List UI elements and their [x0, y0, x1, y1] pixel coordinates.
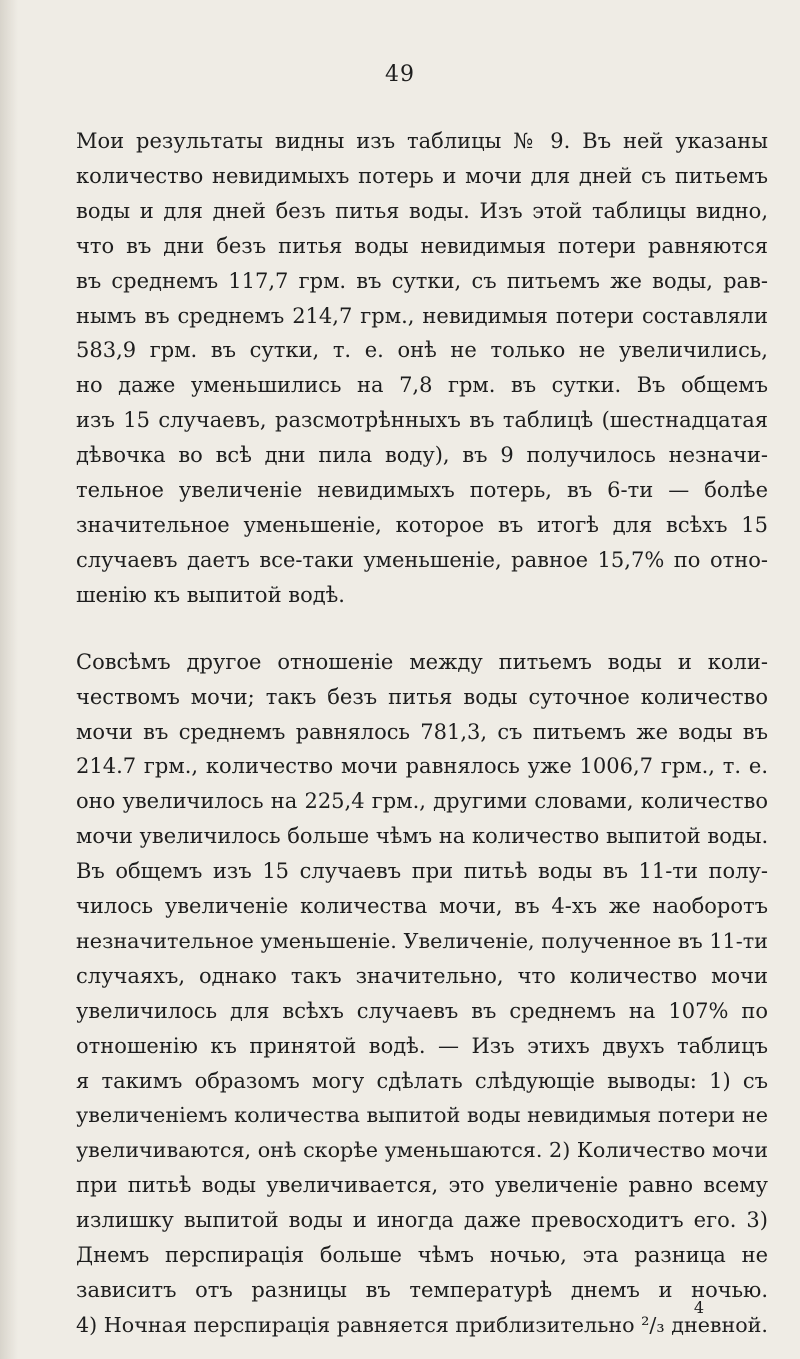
text-line: нымъ въ среднемъ 214,7 грм., невидимыя потери составляли [76, 303, 768, 328]
text-line: увеличилось для всѣхъ случаевъ въ среднемъ на 107% по [76, 998, 768, 1023]
signature-mark: 4 [693, 1298, 704, 1317]
text-line: шенію къ выпитой водѣ. [76, 582, 345, 607]
text-line: излишку выпитой воды и иногда даже превосходитъ его. 3) [76, 1208, 768, 1233]
text-line: 4) Ночная перспирація равняется приблизительно ²/₃ дневной. [76, 1312, 768, 1337]
text-line: мочи увеличилось больше чѣмъ на количество выпитой воды. [76, 824, 769, 849]
text-line: Мои результаты видны изъ таблицы № 9. Въ ней указаны [76, 129, 768, 153]
body-text [76, 124, 768, 1343]
text-line: воды и для дней безъ питья воды. Изъ этой таблицы видно, [76, 198, 768, 223]
text-line: Въ общемъ изъ 15 случаевъ при питьѣ воды въ 11-ти полу- [76, 859, 768, 884]
page-number: 49 [385, 62, 415, 87]
text-line: отношенію къ принятой водѣ. — Изъ этихъ двухъ таблицъ [76, 1033, 768, 1058]
text-line: Совсѣмъ другое отношеніе между питьемъ воды и коли- [76, 649, 768, 674]
text-line: въ среднемъ 117,7 грм. въ сутки, съ питьемъ же воды, рав- [76, 268, 768, 293]
paragraph-urine [76, 645, 768, 1343]
text-line: незначительное уменьшеніе. Увеличеніе, полученное въ 11-ти [76, 928, 768, 953]
text-line: чествомъ мочи; такъ безъ питья воды суточное количество [76, 684, 768, 709]
text-line: мочи въ среднемъ равнялось 781,3, съ питьемъ же воды въ [76, 719, 768, 744]
text-line: я такимъ образомъ могу сдѣлать слѣдующіе выводы: 1) съ [76, 1068, 768, 1093]
text-line: значительное уменьшеніе, которое въ итогѣ для всѣхъ 15 [76, 512, 768, 537]
text-line: изъ 15 случаевъ, разсмотрѣнныхъ въ таблицѣ (шестнадцатая [76, 408, 768, 433]
text-line: 214.7 грм., количество мочи равнялось уже 1006,7 грм., т. е. [76, 754, 768, 779]
text-line: количество невидимыхъ потерь и мочи для дней съ питьемъ [76, 163, 768, 188]
text-line: при питьѣ воды увеличивается, это увеличеніе равно всему [76, 1173, 768, 1198]
text-line: увеличеніемъ количества выпитой воды невидимыя потери не [76, 1103, 768, 1128]
text-line: 583,9 грм. въ сутки, т. е. онѣ не только не увеличились, [76, 338, 768, 363]
text-line: случаевъ даетъ все-таки уменьшеніе, равное 15,7% по отно- [76, 547, 768, 572]
text-line: увеличиваются, онѣ скорѣе уменьшаются. 2) Количество мочи [76, 1138, 768, 1163]
text-line: Днемъ перспирація больше чѣмъ ночью, эта разница не [76, 1243, 768, 1268]
page-gutter-shadow [0, 0, 18, 1359]
text-line: чилось увеличеніе количества мочи, въ 4-хъ же наоборотъ [76, 894, 768, 919]
paragraph-results [76, 124, 768, 613]
text-line: что въ дни безъ питья воды невидимыя потери равняются [76, 233, 768, 258]
text-line: оно увеличилось на 225,4 грм., другими словами, количество [76, 789, 768, 814]
text-line: тельное увеличеніе невидимыхъ потерь, въ 6-ти — болѣе [76, 478, 768, 503]
text-line: зависитъ отъ разницы въ температурѣ днемъ и ночью. [76, 1278, 768, 1302]
text-line: случаяхъ, однако такъ значительно, что количество мочи [76, 963, 768, 988]
text-line: дѣвочка во всѣ дни пила воду), въ 9 получилось незначи- [76, 443, 768, 468]
text-line: но даже уменьшились на 7,8 грм. въ сутки. Въ общемъ [76, 373, 768, 398]
